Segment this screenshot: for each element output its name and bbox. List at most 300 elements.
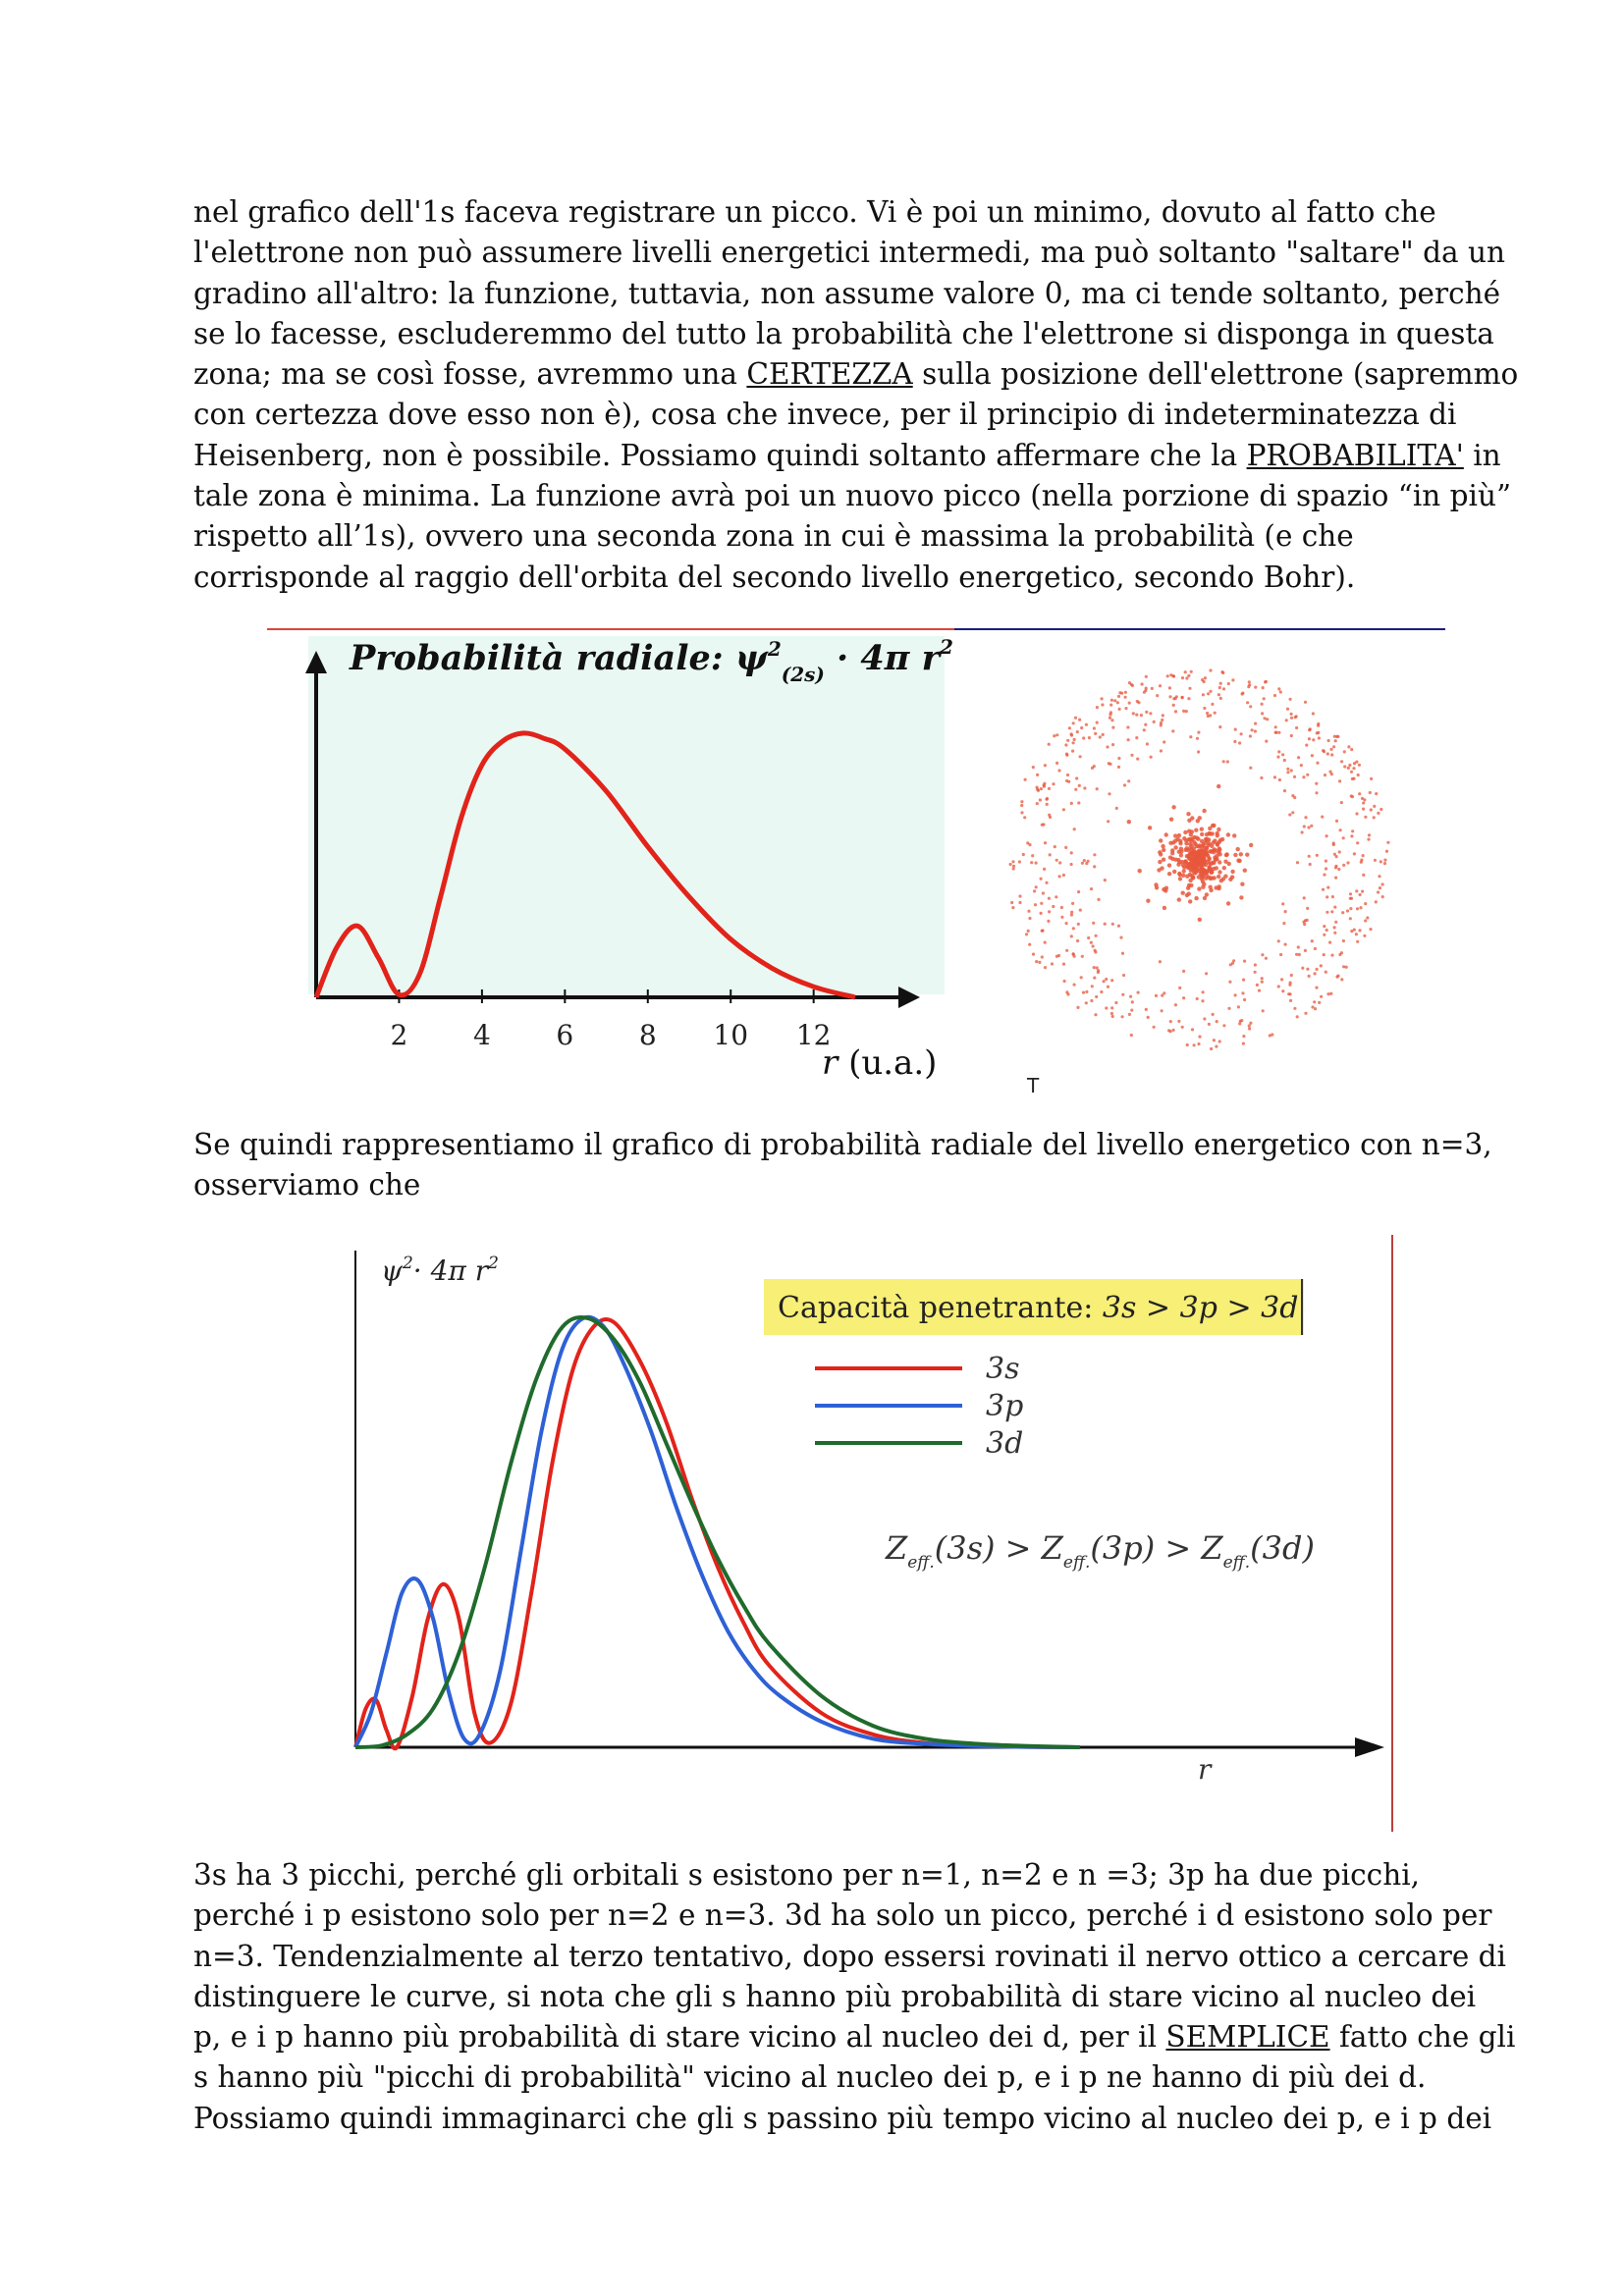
cloud-dot: [1180, 860, 1184, 864]
cloud-dot: [1093, 977, 1096, 980]
cloud-dot: [1314, 1007, 1317, 1010]
cloud-dot: [1062, 874, 1065, 877]
cloud-dot: [1318, 1001, 1321, 1004]
cloud-dot: [1178, 987, 1181, 989]
cloud-dot: [1174, 710, 1177, 713]
underlined-word: SEMPLICE: [1165, 2020, 1330, 2055]
cloud-dot: [1385, 850, 1388, 853]
cloud-dot: [1124, 691, 1127, 694]
cloud-dot: [1262, 686, 1265, 689]
x-axis-label: [822, 1043, 937, 1083]
cloud-dot: [1070, 913, 1073, 916]
cloud-dot: [1222, 1024, 1225, 1027]
cloud-dot: [1042, 891, 1045, 894]
cloud-dot: [1181, 1026, 1184, 1029]
cloud-dot: [1058, 875, 1061, 878]
cloud-dot: [1060, 906, 1063, 909]
cloud-dot: [1334, 739, 1337, 742]
cloud-dot: [1334, 866, 1337, 869]
cloud-dot: [1317, 731, 1320, 734]
cloud-dot: [1028, 917, 1031, 920]
cloud-dot: [1248, 1024, 1251, 1027]
cloud-dot: [1009, 863, 1012, 866]
cloud-dot: [1289, 698, 1292, 701]
cloud-dot: [1315, 782, 1318, 785]
cloud-dot: [1164, 886, 1168, 890]
cloud-dot: [1076, 939, 1079, 942]
cloud-dot: [1194, 896, 1198, 900]
x-axis-label-r: r: [822, 1043, 839, 1083]
legend-label-3s: 3s: [986, 1352, 1020, 1386]
cloud-dot: [1356, 841, 1359, 844]
cloud-dot: [1173, 845, 1177, 849]
cloud-dot: [1063, 980, 1066, 983]
cloud-dot: [1073, 955, 1076, 958]
cloud-dot: [1343, 765, 1346, 768]
cloud-dot: [1101, 697, 1104, 700]
cloud-dot: [1079, 909, 1082, 912]
cloud-dot: [1145, 675, 1148, 678]
cloud-dot: [1337, 868, 1340, 871]
cloud-dot: [1057, 954, 1060, 957]
cloud-dot: [1285, 719, 1288, 721]
cloud-dot: [1325, 895, 1328, 898]
cloud-dot: [1136, 758, 1139, 761]
cloud-dot: [1060, 916, 1063, 919]
cloud-dot: [1197, 844, 1201, 848]
cloud-dot: [1127, 738, 1130, 741]
cloud-dot: [1290, 974, 1293, 977]
cloud-dot: [1222, 866, 1226, 870]
cloud-dot: [1198, 816, 1202, 820]
cloud-dot: [1342, 965, 1345, 968]
cloud-dot: [1055, 895, 1057, 898]
cloud-dot: [1188, 899, 1192, 903]
cloud-dot: [1164, 832, 1168, 836]
cloud-dot: [1281, 753, 1284, 756]
cloud-dot: [1274, 731, 1277, 734]
cloud-dot: [1105, 978, 1108, 981]
cloud-dot: [1334, 921, 1337, 924]
cloud-dot: [1352, 767, 1355, 770]
cloud-dot: [1048, 743, 1051, 746]
cloud-dot: [1177, 897, 1181, 901]
cloud-dot: [1217, 852, 1221, 856]
cloud-dot: [1131, 1000, 1134, 1003]
cloud-dot: [1217, 784, 1220, 788]
cloud-dot: [1350, 748, 1353, 751]
cloud-dot: [1243, 960, 1246, 963]
cloud-dot: [1121, 993, 1124, 996]
cloud-dot: [1182, 996, 1185, 999]
cloud-dot: [1351, 829, 1354, 832]
cloud-dot: [1206, 712, 1209, 715]
cloud-dot: [1046, 797, 1049, 800]
y-axis-label-sup1: 2: [402, 1254, 413, 1273]
cloud-dot: [1062, 963, 1065, 966]
cloud-dot: [1040, 878, 1043, 881]
cloud-dot: [1242, 1042, 1245, 1045]
cloud-dot: [1091, 985, 1094, 988]
cloud-dot: [1044, 966, 1047, 969]
cloud-dot: [1261, 981, 1264, 984]
cloud-dot: [1262, 1009, 1265, 1012]
penetration-box: [764, 1279, 1304, 1335]
cloud-dot: [1332, 843, 1335, 846]
cloud-dot: [1280, 978, 1283, 981]
cloud-dot: [1290, 734, 1293, 737]
underlined-word: PROBABILITA': [1246, 438, 1464, 472]
cloud-dot: [1312, 712, 1315, 715]
cloud-dot: [1227, 862, 1231, 866]
cloud-dot: [1103, 980, 1106, 983]
cloud-dot: [1096, 721, 1099, 724]
radial-probability-2s-chart: [267, 624, 954, 1086]
cloud-dot: [1143, 728, 1146, 731]
cloud-dot: [1197, 750, 1200, 753]
cloud-dot: [1359, 906, 1362, 909]
y-axis-label-mid: · 4π r: [412, 1255, 489, 1287]
cloud-dot: [1066, 774, 1069, 776]
cloud-dot: [1311, 754, 1314, 757]
cloud-dot: [1034, 903, 1037, 906]
cloud-dot: [1041, 929, 1044, 932]
cloud-dot: [1300, 764, 1303, 767]
cloud-dot: [1032, 766, 1035, 769]
cloud-dot: [1185, 676, 1188, 679]
cloud-dot: [1349, 897, 1352, 900]
text-line: [193, 1855, 1519, 1896]
text-line: [193, 1937, 1519, 1977]
cloud-dot: [1277, 750, 1280, 753]
paragraph-intro: [193, 192, 1519, 598]
cloud-dot: [1092, 944, 1095, 947]
text-segment: perché i p esistono solo per n=2 e n=3. 3d ha solo un picco, perché i d esistono solo per: [193, 1898, 1492, 1933]
cloud-dot: [1197, 731, 1200, 734]
cloud-dot: [1347, 767, 1350, 770]
cloud-dot: [1287, 992, 1290, 995]
cloud-dot: [1094, 732, 1097, 735]
cloud-dot: [1342, 939, 1345, 942]
cloud-dot: [1025, 933, 1028, 935]
text-line: [193, 516, 1519, 557]
cloud-dot: [1110, 1006, 1113, 1009]
cloud-dot: [1265, 740, 1268, 743]
cloud-dot: [1226, 760, 1229, 763]
cloud-dot: [1295, 726, 1298, 729]
cloud-dot: [1377, 890, 1380, 893]
cloud-dot: [1197, 857, 1201, 861]
cloud-dot: [1297, 756, 1300, 759]
text-segment: Possiamo quindi immaginarci che gli s passino più tempo vicino al nucleo dei p, e i p dei: [193, 2101, 1492, 2135]
cloud-dot: [1323, 925, 1325, 928]
cloud-dot: [1028, 843, 1031, 846]
x-axis-arrow: [1355, 1737, 1384, 1757]
cloud-dot: [1203, 707, 1206, 710]
cloud-dot: [1094, 1013, 1097, 1016]
cloud-dot: [1314, 947, 1317, 950]
cloud-dot: [1012, 865, 1015, 868]
text-line: [193, 1896, 1519, 1936]
cloud-dot: [1203, 847, 1207, 851]
cloud-dot: [1249, 1022, 1252, 1025]
cloud-dot: [1205, 870, 1209, 874]
cloud-dot: [1363, 934, 1366, 937]
cloud-dot: [1110, 699, 1113, 702]
cloud-dot: [1364, 902, 1367, 905]
cloud-dot: [1043, 783, 1046, 786]
cloud-dot: [1311, 939, 1314, 942]
cloud-dot: [1215, 866, 1218, 870]
cloud-dot: [1189, 883, 1193, 887]
cloud-dot: [1254, 971, 1257, 974]
cloud-dot: [1331, 895, 1334, 898]
cloud-dot: [1159, 960, 1162, 963]
cloud-dot: [1305, 744, 1308, 747]
cloud-dot: [1066, 739, 1069, 742]
cloud-dot: [1203, 1017, 1206, 1020]
cloud-dot: [1187, 674, 1190, 677]
cloud-dot: [1218, 686, 1221, 689]
cloud-dot: [1194, 828, 1198, 832]
cloud-dot: [1166, 674, 1169, 677]
cloud-dot: [1381, 895, 1384, 898]
cloud-dot: [1172, 704, 1175, 707]
cloud-dot: [1113, 699, 1116, 702]
cloud-dot: [1160, 749, 1163, 752]
cloud-dot: [1117, 757, 1120, 760]
cloud-dot: [1012, 867, 1015, 870]
cloud-dot: [1049, 853, 1052, 856]
zeff-relation: $Z_{eff.}(3s) > Z_{eff.}(3p) > Z_{eff.}(3d)$: [886, 1529, 1315, 1573]
cloud-dot: [1096, 787, 1099, 790]
cloud-dot: [1048, 910, 1051, 913]
cloud-dot: [1187, 829, 1191, 833]
cloud-dot: [1011, 860, 1014, 863]
cloud-dot: [1310, 825, 1313, 828]
cloud-dot: [1095, 995, 1098, 998]
cloud-dot: [1240, 732, 1243, 735]
cloud-dot: [1150, 756, 1153, 759]
cloud-dot: [1323, 874, 1325, 877]
cloud-dot: [1375, 792, 1378, 795]
text-line: [193, 2057, 1519, 2098]
cloud-dot: [1130, 1034, 1133, 1037]
cloud-dot: [1135, 714, 1138, 717]
cloud-dot: [1161, 1009, 1163, 1012]
cloud-dot: [1051, 962, 1054, 965]
cloud-dot: [1189, 868, 1193, 872]
cloud-dot: [1263, 697, 1266, 700]
cloud-dot: [1093, 966, 1096, 969]
cloud-dot: [1130, 754, 1133, 757]
cloud-dot: [1249, 705, 1252, 708]
cloud-dot: [1198, 1036, 1201, 1039]
cloud-dot: [1325, 834, 1328, 837]
cloud-dot: [1243, 998, 1246, 1001]
text-segment: 3s ha 3 picchi, perché gli orbitali s esistono per n=1, n=2 e n =3; 3p ha due picchi,: [193, 1858, 1421, 1892]
text-cursor-icon: T: [1027, 1074, 1040, 1097]
cloud-dot: [1122, 974, 1125, 977]
cloud-dot: [1286, 771, 1289, 774]
text-segment: se lo facesse, escluderemmo del tutto la probabilità che l'elettrone si disponga in questa: [193, 316, 1494, 350]
cloud-dot: [1336, 735, 1339, 738]
cloud-dot: [1358, 929, 1361, 932]
cloud-dot: [1062, 808, 1065, 811]
cloud-dot: [1145, 1008, 1148, 1011]
cloud-dot: [1040, 912, 1043, 915]
cloud-dot: [1073, 738, 1076, 741]
electron-cloud-2s-image: [954, 624, 1445, 1056]
cloud-dot: [1277, 985, 1280, 988]
cloud-dot: [1293, 775, 1296, 778]
cloud-dot: [1053, 734, 1055, 737]
cloud-dot: [1033, 889, 1036, 892]
cloud-dot: [1333, 932, 1336, 934]
cloud-dot: [1220, 837, 1224, 841]
cloud-dot: [1369, 928, 1372, 931]
cloud-dot: [1230, 870, 1234, 874]
cloud-dot: [1373, 816, 1376, 819]
cloud-dot: [1161, 719, 1163, 721]
cloud-dot: [1260, 776, 1263, 779]
cloud-dot: [1104, 879, 1107, 881]
cloud-dot: [1211, 831, 1215, 835]
cloud-dot: [1070, 732, 1073, 735]
cloud-dot: [1214, 857, 1217, 861]
text-segment: l'elettrone non può assumere livelli energetici intermedi, ma può soltanto "saltare" da un: [193, 236, 1505, 270]
cloud-dot: [1076, 730, 1079, 733]
cloud-dot: [1327, 739, 1330, 742]
cloud-dot: [1130, 1009, 1133, 1012]
cloud-dot: [1342, 836, 1345, 839]
cloud-dot: [1308, 855, 1311, 858]
cloud-dot: [1308, 737, 1311, 740]
cloud-dot: [1215, 1045, 1217, 1048]
cloud-dot: [1135, 736, 1138, 739]
cloud-dot: [1361, 797, 1364, 800]
penetration-box-text: Capacità penetrante: 3s > 3p > 3d: [778, 1291, 1299, 1325]
cloud-dot: [1213, 876, 1217, 880]
cloud-dot: [1093, 726, 1096, 729]
cloud-dot: [1258, 989, 1261, 992]
cloud-dot: [1151, 687, 1154, 690]
text-segment: p, e i p hanno più probabilità di stare vicino al nucleo dei d, per il: [193, 2020, 1166, 2055]
cloud-dot: [1295, 715, 1298, 718]
cloud-dot: [1353, 852, 1356, 855]
underlined-word: CERTEZZA: [746, 357, 913, 392]
cloud-dot: [1207, 857, 1211, 861]
cloud-dot: [1022, 853, 1025, 856]
cloud-dot: [1313, 1000, 1316, 1003]
cloud-dot: [1362, 874, 1365, 877]
cloud-dot: [1065, 949, 1068, 952]
cloud-dot: [1249, 767, 1252, 770]
cloud-dot: [1360, 859, 1363, 862]
cloud-dot: [1370, 808, 1373, 811]
cloud-dot: [1320, 995, 1323, 998]
cloud-dot: [1087, 936, 1090, 939]
cloud-dot: [1104, 923, 1107, 926]
cloud-dot: [1210, 1047, 1213, 1050]
cloud-dot: [1281, 989, 1284, 992]
cloud-dot: [1077, 923, 1080, 926]
cloud-dot: [1137, 701, 1140, 704]
text-segment: in: [1463, 438, 1501, 472]
cloud-dot: [1082, 991, 1085, 994]
cloud-dot: [1160, 723, 1163, 726]
cloud-dot: [1111, 743, 1114, 746]
cloud-dot: [1185, 846, 1189, 850]
cloud-dot: [1070, 934, 1073, 937]
cloud-dot: [1350, 771, 1353, 774]
cloud-dot: [1325, 929, 1328, 932]
cloud-dot: [1093, 765, 1096, 768]
cloud-dot: [1243, 869, 1247, 873]
cloud-dot: [1185, 710, 1188, 713]
cloud-dot: [1054, 845, 1056, 848]
cloud-dot: [1182, 869, 1186, 873]
text-segment: fatto che gli: [1329, 2020, 1516, 2055]
cloud-dot: [1298, 953, 1301, 956]
x-tick-label: 6: [556, 1019, 574, 1051]
cloud-dot: [1273, 775, 1276, 778]
cloud-dot: [1303, 825, 1306, 828]
cloud-dot: [1216, 1020, 1218, 1023]
cloud-dot: [1121, 1015, 1124, 1018]
cloud-dot: [1181, 891, 1185, 895]
cloud-dot: [1167, 872, 1171, 876]
cloud-dot: [1200, 832, 1204, 836]
cloud-dot: [1083, 786, 1086, 789]
cloud-dot: [1192, 851, 1196, 855]
cloud-dot: [1163, 906, 1166, 910]
cloud-dot: [1085, 862, 1088, 865]
text-line: [193, 314, 1519, 354]
cloud-dot: [1256, 984, 1259, 987]
cloud-dot: [1301, 830, 1304, 833]
cloud-dot: [1375, 900, 1378, 903]
cloud-dot: [1047, 920, 1050, 923]
cloud-dot: [1338, 850, 1341, 853]
cloud-dot: [1190, 670, 1193, 673]
cloud-dot: [1277, 687, 1280, 690]
cloud-dot: [1383, 859, 1386, 862]
cloud-dot: [1052, 782, 1055, 785]
cloud-dot: [1304, 1012, 1307, 1015]
cloud-dot: [1302, 775, 1305, 778]
cloud-dot: [1158, 850, 1162, 854]
cloud-dot: [1119, 936, 1122, 939]
text-segment: gradino all'altro: la funzione, tuttavia, non assume valore 0, ma ci tende soltanto, perché: [193, 276, 1501, 310]
cloud-dot: [1187, 891, 1191, 895]
cloud-dot: [1340, 760, 1343, 763]
cloud-dot: [1080, 726, 1083, 729]
text-segment: osserviamo che: [193, 1168, 421, 1202]
cloud-dot: [1273, 694, 1276, 697]
cloud-dot: [1343, 750, 1346, 753]
cloud-dot: [1239, 852, 1243, 856]
cloud-dot: [1358, 792, 1361, 795]
cloud-dot: [1048, 897, 1051, 900]
cloud-dot: [1261, 712, 1264, 715]
cloud-dot: [1237, 1005, 1240, 1008]
cloud-dot: [1188, 687, 1191, 690]
cloud-dot: [1161, 844, 1164, 848]
cloud-dot: [1209, 714, 1212, 717]
cloud-dot: [1105, 1006, 1108, 1009]
cloud-dot: [1333, 853, 1336, 856]
